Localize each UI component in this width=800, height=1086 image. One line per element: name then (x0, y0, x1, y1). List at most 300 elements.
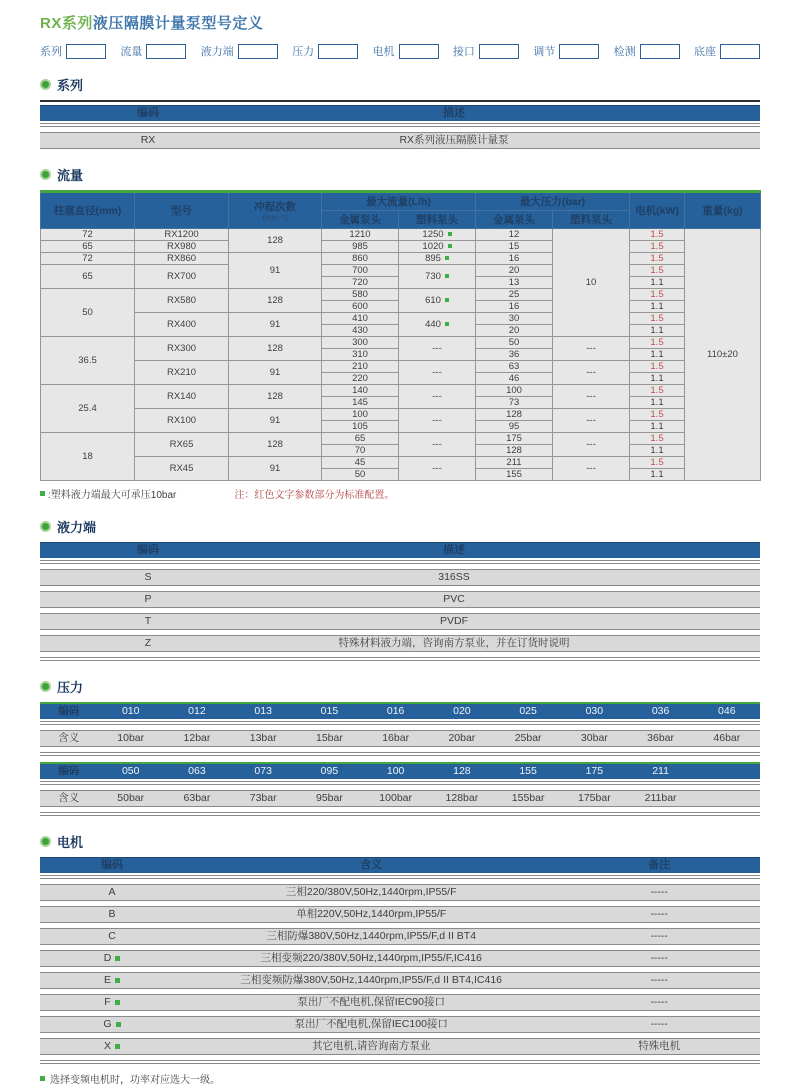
flow-cell: --- (399, 409, 476, 433)
pressure-meaning-value: 211bar (644, 792, 677, 804)
motor-row-note: ----- (650, 886, 668, 898)
flow-cell: 1.5 (630, 361, 685, 373)
model-field (614, 43, 680, 59)
motor-row (40, 950, 760, 967)
separator-line (40, 1060, 760, 1064)
flow-cell: 30 (476, 313, 553, 325)
flow-cell: 1.5 (630, 409, 685, 421)
flow-cell: RX580 (135, 289, 229, 313)
pressure-meaning-value: 50bar (117, 792, 145, 804)
model-field-box (479, 44, 519, 59)
flow-cell: 12 (476, 229, 553, 241)
section-heading-hydraulic (40, 517, 760, 536)
flow-cell: 16 (476, 301, 553, 313)
section-heading-pressure-label: 压力 (57, 680, 84, 695)
motor-row (40, 884, 760, 901)
hydraulic-header-desc: 描述 (443, 544, 465, 556)
flow-cell: RX210 (135, 361, 229, 385)
section-heading-flow (40, 165, 760, 184)
motor-row-note: 特殊电机 (638, 1040, 681, 1052)
separator-line (40, 123, 760, 127)
motor-row-code (40, 951, 184, 966)
flow-cell: RX860 (135, 253, 229, 265)
motor-row-code-letter: G (103, 1018, 112, 1030)
hydraulic-row (40, 591, 760, 608)
flow-header-model: 型号 (135, 192, 229, 229)
pressure-code-value: 015 (320, 705, 339, 717)
flow-footnote (40, 486, 760, 501)
flow-cell: --- (553, 409, 630, 433)
model-field-label: 电机 (372, 46, 395, 58)
flow-cell: --- (399, 385, 476, 409)
flow-cell: 1.5 (630, 241, 685, 253)
flow-cell: 20 (476, 265, 553, 277)
page-title-rest: 液压隔膜计量泵型号定义 (92, 15, 264, 32)
flow-cell: 1.5 (630, 457, 685, 469)
flow-cell: --- (553, 433, 630, 457)
pressure-meaning-value: 95bar (315, 792, 343, 804)
model-field (201, 43, 278, 59)
pressure-code-value: 128 (453, 765, 471, 777)
model-field-label: 压力 (292, 46, 315, 58)
separator-line (40, 875, 760, 879)
motor-row-code (40, 885, 184, 900)
model-field (453, 43, 519, 59)
section-heading-series (40, 75, 760, 94)
motor-row-code-letter: A (108, 886, 116, 898)
flow-cell: 300 (322, 337, 399, 349)
flow-cell: RX980 (135, 241, 229, 253)
motor-row-meaning: 泵出厂不配电机,保留IEC90接口 (297, 996, 445, 1008)
flow-cell: 50 (322, 469, 399, 481)
flow-cell: 128 (229, 385, 322, 409)
hydraulic-row (40, 569, 760, 586)
page-footer-note-text: 选择变频电机时，功率对应选大一级。 (50, 1075, 220, 1086)
pressure-meaning-value: 155bar (511, 792, 545, 804)
pressure-meaning-value: 36bar (647, 732, 675, 744)
flow-cell: 46 (476, 373, 553, 385)
model-field-box (146, 44, 186, 59)
model-field (694, 43, 760, 59)
pressure-code-value: 036 (651, 705, 670, 717)
flow-cell: 1.5 (630, 229, 685, 241)
flow-cell: 45 (322, 457, 399, 469)
pressure-meaning-value: 100bar (379, 792, 412, 804)
frequency-marker-icon (115, 978, 120, 983)
separator-line (40, 657, 760, 661)
flow-cell: 1.1 (630, 445, 685, 457)
motor-row-code-letter: X (103, 1040, 111, 1052)
flow-cell: 440 (399, 313, 476, 337)
pressure-meaning-row (40, 790, 760, 807)
flow-header-strokes-label: 冲程次数 (254, 201, 296, 213)
flow-cell: 985 (322, 241, 399, 253)
flow-cell: 1020 (399, 241, 476, 253)
green-square-icon (40, 1076, 45, 1081)
model-field (292, 43, 358, 59)
pressure-code-label: 编码 (58, 705, 80, 717)
flow-header-maxflow: 最大流量(L/h) (322, 192, 476, 211)
section-bullet-icon (40, 681, 51, 692)
hydraulic-table-body (40, 569, 760, 652)
pressure-code-value: 050 (121, 765, 140, 777)
model-code-builder (40, 43, 760, 59)
hydraulic-row-code: Z (144, 637, 152, 649)
flow-cell: 100 (322, 409, 399, 421)
flow-header-weight: 重量(kg) (685, 192, 761, 229)
hydraulic-row-code: P (144, 593, 152, 605)
series-table-body (40, 132, 760, 149)
motor-table-body (40, 884, 760, 1055)
flow-cell: 1.5 (630, 313, 685, 325)
pressure-code-row (40, 702, 760, 719)
flow-header-metal-press: 金属泵头 (476, 211, 553, 229)
standard-config-marker-icon (445, 298, 449, 302)
motor-row-meaning: 单相220V,50Hz,1440rpm,IP55/F (296, 908, 447, 920)
hydraulic-row-code: T (144, 615, 152, 627)
flow-cell: 15 (476, 241, 553, 253)
green-square-icon (40, 491, 45, 496)
model-field-label: 底座 (694, 46, 716, 58)
page-title (40, 12, 760, 33)
flow-header-strokes (229, 192, 322, 229)
flow-cell: 410 (322, 313, 399, 325)
flow-cell: 63 (476, 361, 553, 373)
flow-table-row (41, 361, 761, 373)
flow-cell: 140 (322, 385, 399, 397)
flow-table-row (41, 241, 761, 253)
flow-cell: 700 (322, 265, 399, 277)
flow-table-row (41, 433, 761, 445)
flow-cell: --- (553, 385, 630, 409)
pressure-code-value: 155 (519, 765, 537, 777)
standard-config-marker-icon (448, 244, 452, 248)
pressure-code-value (694, 764, 760, 779)
model-field-box (318, 44, 358, 59)
flow-header-maxpressure: 最大压力(bar) (476, 192, 630, 211)
pressure-code-value: 046 (718, 705, 736, 717)
series-header-code: 编码 (137, 107, 159, 119)
flow-cell: --- (553, 361, 630, 385)
flow-table-row (41, 253, 761, 265)
flow-header-diameter: 柱塞直径(mm) (41, 192, 135, 229)
flow-cell: 860 (322, 253, 399, 265)
flow-cell: 155 (476, 469, 553, 481)
pressure-code-value: 020 (453, 705, 471, 717)
section-heading-hydraulic-label: 液力端 (57, 520, 97, 535)
pressure-meaning-value: 63bar (183, 792, 211, 804)
 (652, 592, 760, 607)
pressure-group (40, 762, 760, 816)
flow-cell: --- (399, 361, 476, 385)
frequency-marker-icon (116, 1022, 121, 1027)
flow-cell: 1210 (322, 229, 399, 241)
model-field (120, 43, 186, 59)
model-field-box (720, 44, 760, 59)
section-bullet-icon (40, 521, 51, 532)
flow-cell: 220 (322, 373, 399, 385)
pressure-code-value: 073 (254, 765, 272, 777)
motor-row-code (40, 995, 184, 1010)
model-field (533, 43, 599, 59)
flow-cell: 210 (322, 361, 399, 373)
flow-cell: RX300 (135, 337, 229, 361)
model-field-box (559, 44, 599, 59)
flow-cell: 128 (476, 445, 553, 457)
motor-header-code: 编码 (101, 859, 123, 871)
flow-cell: RX140 (135, 385, 229, 409)
motor-row-meaning: 泵出厂不配电机,保留IEC100接口 (294, 1018, 448, 1030)
flow-table-row (41, 229, 761, 241)
motor-header-note: 备注 (648, 859, 671, 871)
model-field-label: 调节 (533, 46, 556, 58)
flow-cell: 20 (476, 325, 553, 337)
series-table-topline (40, 100, 760, 102)
hydraulic-header-code: 编码 (137, 544, 159, 556)
pressure-code-label: 编码 (58, 765, 80, 777)
pressure-meaning-value: 12bar (183, 732, 211, 744)
pressure-meaning-value: 15bar (315, 732, 343, 744)
hydraulic-row-desc: 特殊材料液力端，咨询南方泵业，并在订货时说明 (338, 637, 570, 649)
frequency-marker-icon (115, 1044, 120, 1049)
standard-config-marker-icon (445, 256, 449, 260)
motor-row-meaning: 其它电机,请咨询南方泵业 (311, 1040, 431, 1052)
flow-cell: 600 (322, 301, 399, 313)
section-heading-motor-label: 电机 (57, 835, 84, 850)
flow-cell: 91 (229, 253, 322, 289)
pressure-meaning-label: 含义 (58, 792, 80, 804)
flow-cell: RX1200 (135, 229, 229, 241)
pressure-code-value: 175 (585, 765, 604, 777)
flow-cell: 145 (322, 397, 399, 409)
flow-table-row (41, 385, 761, 397)
series-header-desc: 描述 (443, 107, 465, 119)
motor-row (40, 928, 760, 945)
flow-cell: 1.5 (630, 265, 685, 277)
flow-cell: 70 (322, 445, 399, 457)
pressure-meaning-value: 25bar (514, 732, 542, 744)
flow-cell: 128 (229, 433, 322, 457)
flow-cell: 720 (322, 277, 399, 289)
section-bullet-icon (40, 836, 51, 847)
flow-cell: 175 (476, 433, 553, 445)
model-field-box (66, 44, 106, 59)
flow-cell: 1.5 (630, 385, 685, 397)
motor-row-code-letter: C (108, 930, 116, 942)
motor-row (40, 1038, 760, 1055)
model-field (40, 43, 106, 59)
motor-row-meaning: 三相防爆380V,50Hz,1440rpm,IP55/F,d II BT4 (266, 930, 477, 942)
flow-cell: 110±20 (685, 229, 761, 481)
motor-row-note: ----- (650, 974, 668, 986)
series-row (40, 132, 760, 149)
flow-cell: --- (553, 337, 630, 361)
flow-table-row (41, 313, 761, 325)
pressure-code-value: 030 (585, 705, 604, 717)
motor-row-code (40, 907, 184, 922)
page-title-series: RX系列 (40, 15, 93, 32)
hydraulic-row-desc: 316SS (438, 571, 470, 583)
pressure-meaning-value: 13bar (249, 732, 277, 744)
pressure-meaning-label: 含义 (58, 732, 80, 744)
flow-cell: 73 (476, 397, 553, 409)
hydraulic-row-code: S (144, 571, 152, 583)
flow-table-row (41, 289, 761, 301)
flow-cell: 100 (476, 385, 553, 397)
motor-row-meaning: 三相220/380V,50Hz,1440rpm,IP55/F (285, 886, 457, 898)
flow-cell: 730 (399, 265, 476, 289)
pressure-meaning-value: 46bar (713, 732, 741, 744)
flow-cell: 1250 (399, 229, 476, 241)
flow-header-metal-flow: 金属泵头 (322, 211, 399, 229)
flow-cell: RX45 (135, 457, 229, 481)
flow-cell: 1.5 (630, 337, 685, 349)
flow-cell: RX400 (135, 313, 229, 337)
frequency-marker-icon (115, 956, 120, 961)
flow-table-row (41, 457, 761, 469)
flow-cell: 1.1 (630, 301, 685, 313)
separator-line (40, 752, 760, 756)
model-field (373, 43, 439, 59)
flow-cell: 91 (229, 457, 322, 481)
standard-config-marker-icon (445, 322, 449, 326)
flow-cell: 18 (41, 433, 135, 481)
pressure-meaning-value: 73bar (249, 792, 277, 804)
model-field-box (640, 44, 680, 59)
motor-row (40, 994, 760, 1011)
flow-cell: 91 (229, 313, 322, 337)
pressure-meaning-value: 175bar (578, 792, 611, 804)
flow-cell: --- (399, 337, 476, 361)
flow-header-plastic-press: 塑料泵头 (553, 211, 630, 229)
flow-cell: 36 (476, 349, 553, 361)
flow-cell: 1.5 (630, 253, 685, 265)
pressure-code-value: 100 (386, 765, 405, 777)
flow-cell: 105 (322, 421, 399, 433)
flow-table-row (41, 409, 761, 421)
flow-cell: --- (399, 433, 476, 457)
flow-cell: RX100 (135, 409, 229, 433)
pressure-code-value: 211 (652, 765, 669, 777)
section-heading-motor (40, 832, 760, 851)
frequency-marker-icon (115, 1000, 120, 1005)
standard-config-marker-icon (448, 232, 452, 236)
flow-cell: 50 (476, 337, 553, 349)
flow-cell: 128 (229, 337, 322, 361)
series-row-code: RX (140, 134, 156, 146)
hydraulic-row-desc: PVC (443, 593, 465, 605)
pressure-code-row (40, 762, 760, 779)
flow-cell: 65 (322, 433, 399, 445)
flow-cell: 72 (41, 229, 135, 241)
pressure-code-value: 025 (519, 705, 537, 717)
section-bullet-icon (40, 79, 51, 90)
pressure-code-value: 095 (320, 765, 339, 777)
pressure-meaning-value: 30bar (580, 732, 608, 744)
flow-cell: 16 (476, 253, 553, 265)
pressure-meaning-value: 128bar (445, 792, 479, 804)
flow-cell: 91 (229, 361, 322, 385)
hydraulic-row (40, 635, 760, 652)
motor-row-note: ----- (650, 1018, 668, 1030)
hydraulic-row-desc: PVDF (439, 615, 468, 627)
flow-cell: 10 (553, 229, 630, 337)
flow-cell: 1.1 (630, 325, 685, 337)
flow-cell: 1.1 (630, 373, 685, 385)
flow-table-row (41, 265, 761, 277)
motor-row (40, 972, 760, 989)
motor-row-code (40, 1017, 184, 1032)
 (652, 636, 760, 651)
 (652, 133, 760, 148)
series-table-header (40, 105, 760, 121)
pressure-meaning-row (40, 730, 760, 747)
motor-row-note: ----- (650, 952, 668, 964)
motor-row-code (40, 1039, 184, 1054)
model-field-box (238, 44, 278, 59)
model-field-label: 系列 (40, 46, 62, 58)
separator-line (40, 781, 760, 785)
flow-cell: 211 (476, 457, 553, 469)
motor-row (40, 906, 760, 923)
flow-header-plastic-flow: 塑料泵头 (399, 211, 476, 229)
 (652, 570, 760, 585)
section-heading-series-label: 系列 (57, 78, 84, 93)
flow-cell: --- (399, 457, 476, 481)
flow-header-row-1 (41, 192, 761, 211)
motor-row-code-letter: F (104, 996, 111, 1008)
flow-cell: 36.5 (41, 337, 135, 385)
model-field-label: 液力端 (200, 46, 234, 58)
flow-cell: RX65 (135, 433, 229, 457)
flow-cell: 1.1 (630, 469, 685, 481)
motor-row-code (40, 973, 184, 988)
motor-row (40, 1016, 760, 1033)
pressure-group (40, 702, 760, 756)
flow-cell: 91 (229, 409, 322, 433)
model-field-label: 流量 (120, 46, 143, 58)
motor-row-meaning: 三相变频防爆380V,50Hz,1440rpm,IP55/F,d II BT4,IC416 (240, 974, 503, 986)
separator-line (40, 721, 760, 725)
flow-cell: 580 (322, 289, 399, 301)
flow-cell: 1.5 (630, 289, 685, 301)
flow-cell: 1.5 (630, 433, 685, 445)
flow-cell: 310 (322, 349, 399, 361)
flow-footnote-note: 注：红色文字参数部分为标准配置。 (234, 490, 395, 501)
flow-cell: 610 (399, 289, 476, 313)
motor-row-code-letter: E (103, 974, 111, 986)
flow-cell: 895 (399, 253, 476, 265)
flow-table-row (41, 337, 761, 349)
section-heading-flow-label: 流量 (57, 168, 84, 183)
flow-cell: 128 (229, 229, 322, 253)
motor-row-note: ----- (650, 930, 668, 942)
pressure-code-value: 012 (188, 705, 206, 717)
flow-cell: 25 (476, 289, 553, 301)
motor-row-code (40, 929, 184, 944)
hydraulic-row (40, 613, 760, 630)
motor-row-note: ----- (650, 996, 668, 1008)
flow-header-strokes-unit: (min⁻¹) (262, 213, 288, 222)
flow-cell: 1.1 (630, 277, 685, 289)
series-row-desc: RX系列液压隔膜计量泵 (399, 134, 509, 146)
flow-cell: 95 (476, 421, 553, 433)
flow-cell: 72 (41, 253, 135, 265)
section-heading-pressure (40, 677, 760, 696)
flow-footnote-text: :塑料液力端最大可承压10bar (48, 490, 177, 501)
flow-cell: 25.4 (41, 385, 135, 433)
pressure-meaning-value (694, 791, 760, 806)
